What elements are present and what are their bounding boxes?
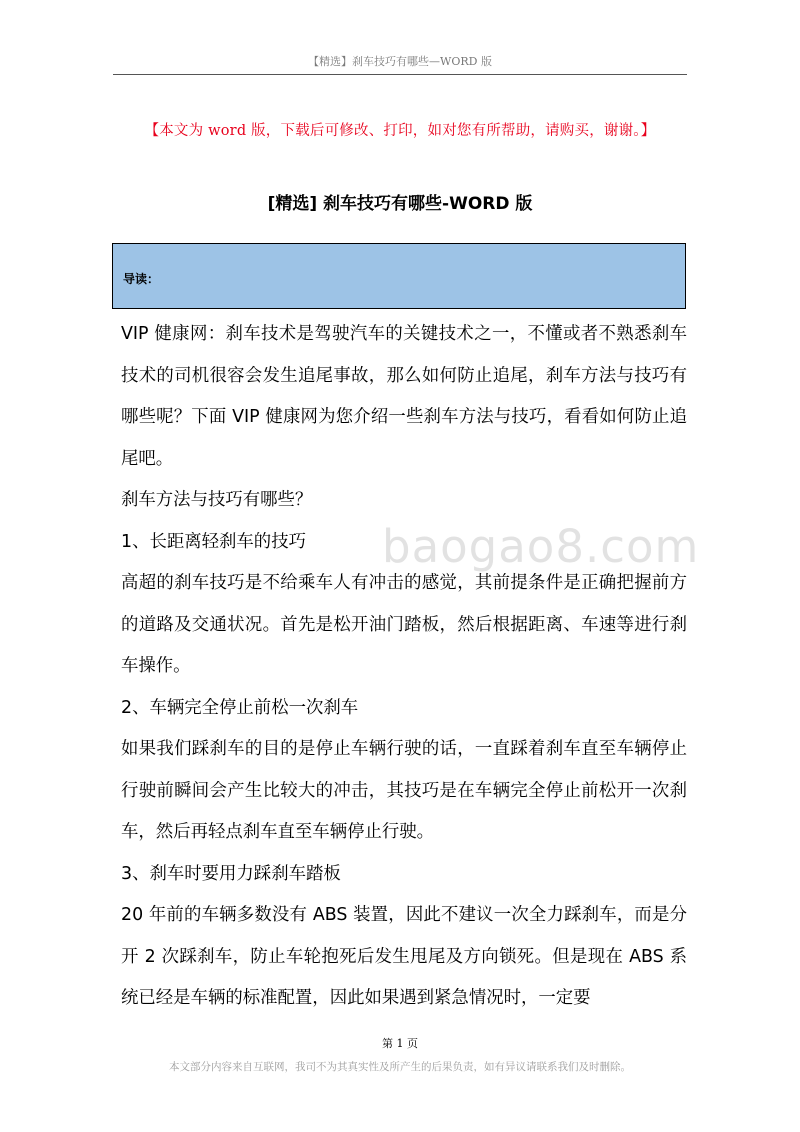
page-header: 【精选】刹车技巧有哪些—WORD 版 xyxy=(308,55,492,68)
document-title: [精选] 刹车技巧有哪些-WORD 版 xyxy=(267,194,533,214)
guide-label: 导读： xyxy=(123,272,160,286)
paragraph-3: 20 年前的车辆多数没有 ABS 装置，因此不建议一次全力踩刹车，而是分开 2 次踩刹车，防止车轮抱死后发生甩尾及方向锁死。但是现在 ABS 系统已经是车辆的标准配置，因此如果遇到紧急情况时，一定要 xyxy=(121,905,687,1008)
notice-banner: 【本文为 word 版，下载后可修改、打印，如对您有所帮助，请购买，谢谢。】 xyxy=(144,123,656,139)
footer-disclaimer: 本文部分内容来自互联网，我司不为其真实性及所产生的后果负责，如有异议请联系我们及时删除。 xyxy=(169,1061,631,1073)
paragraph-intro: VIP 健康网：刹车技术是驾驶汽车的关键技术之一，不懂或者不熟悉刹车技术的司机很容会发生追尾事故，那么如何防止追尾，刹车方法与技巧有哪些呢？下面 VIP 健康网为您介绍一些刹车方法与技巧，看看如何防止追尾吧。 xyxy=(121,324,687,469)
heading-2: 2、车辆完全停止前松一次刹车 xyxy=(121,697,359,718)
paragraph-2: 如果我们踩刹车的目的是停止车辆行驶的话，一直踩着刹车直至车辆停止行驶前瞬间会产生比较大的冲击，其技巧是在车辆完全停止前松开一次刹车，然后再轻点刹车直至车辆停止行驶。 xyxy=(121,739,687,842)
section-question: 刹车方法与技巧有哪些？ xyxy=(121,490,313,510)
page-number: 第 1 页 xyxy=(382,1037,418,1050)
paragraph-1: 高超的刹车技巧是不给乘车人有冲击的感觉，其前提条件是正确把握前方的道路及交通状况。首先是松开油门踏板，然后根据距离、车速等进行刹车操作。 xyxy=(121,573,687,676)
document-body xyxy=(121,314,687,1020)
header-divider xyxy=(113,74,687,75)
watermark: baogao8.com xyxy=(382,520,700,573)
guide-box xyxy=(112,243,686,309)
heading-1: 1、长距离轻刹车的技巧 xyxy=(121,531,306,552)
heading-3: 3、刹车时要用力踩刹车踏板 xyxy=(121,863,341,884)
